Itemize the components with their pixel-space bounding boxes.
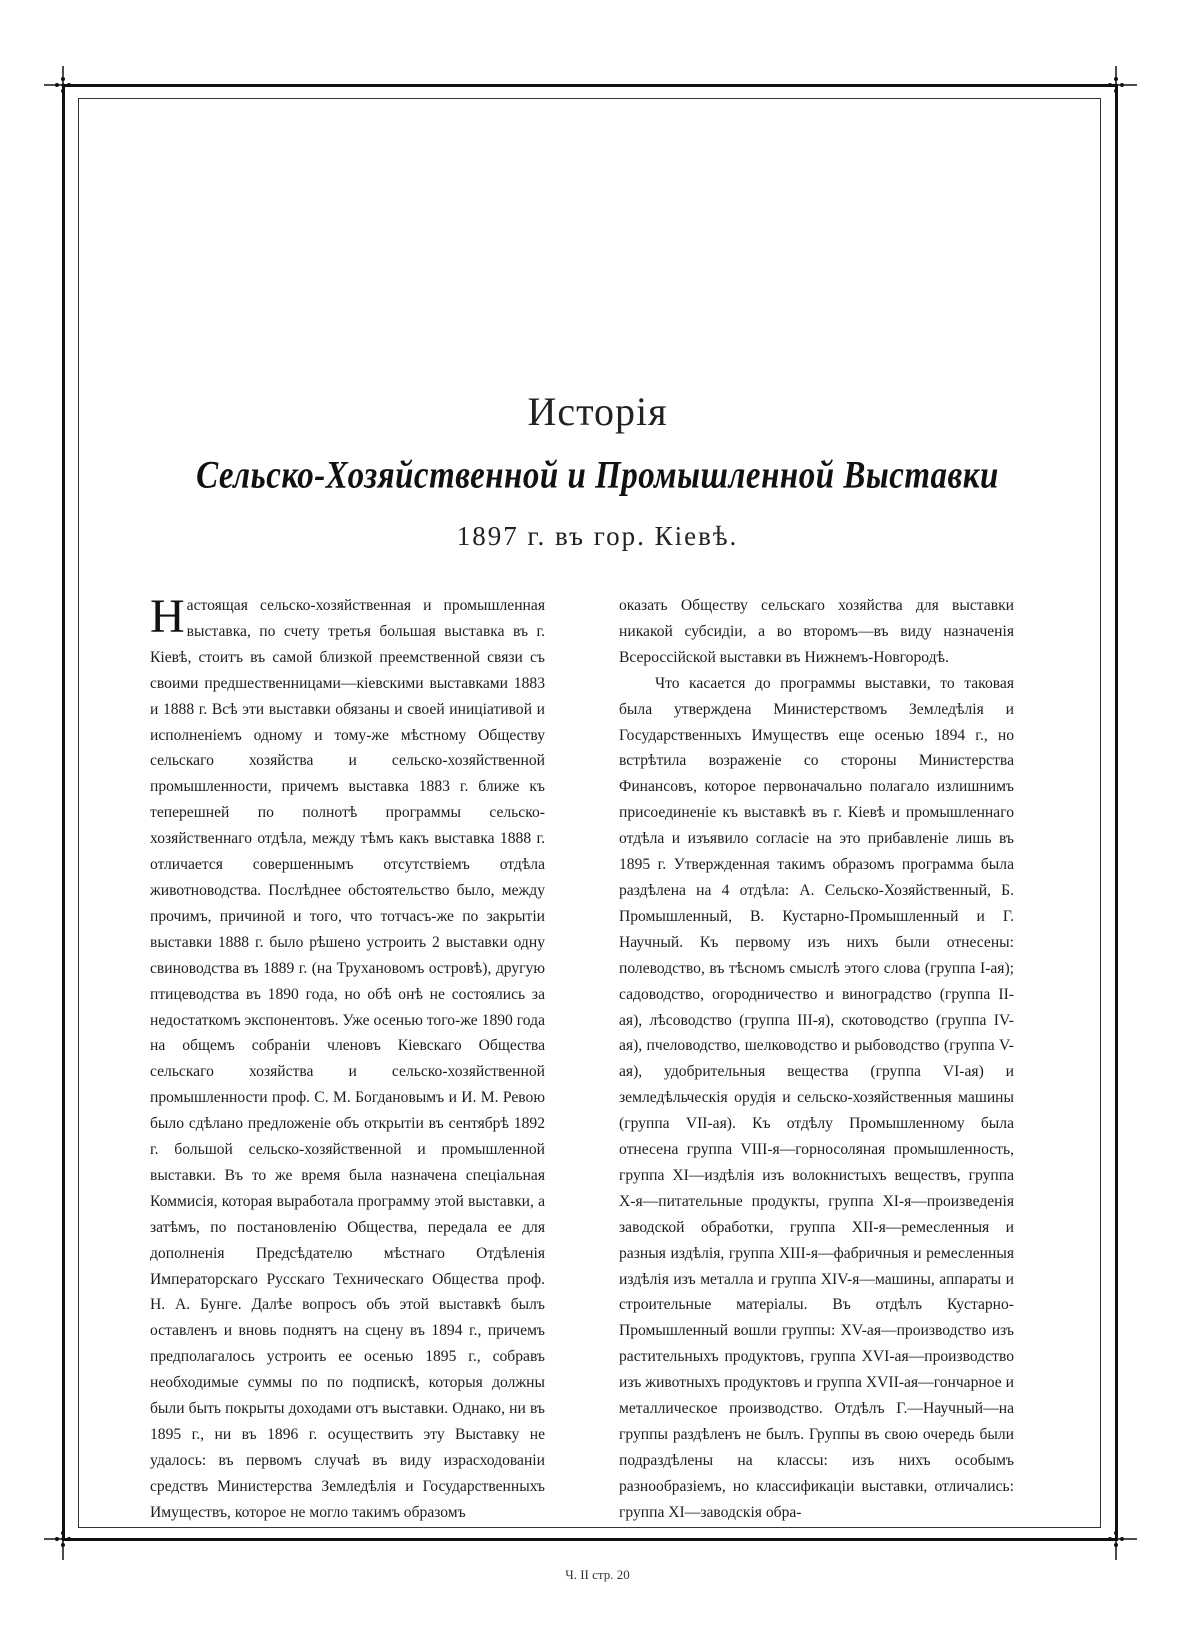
drop-cap: Н	[150, 590, 185, 643]
corner-ornament-icon	[44, 66, 84, 106]
frame-top-inner-rule	[78, 98, 1100, 99]
frame-bottom-inner-rule	[78, 1527, 1100, 1528]
frame-left-inner-rule	[78, 98, 79, 1528]
frame-bottom-rule	[62, 1538, 1118, 1541]
page-title: Исторія	[527, 389, 668, 434]
corner-ornament-icon	[1097, 1520, 1137, 1560]
right-column	[619, 593, 1014, 1526]
paragraph	[150, 590, 545, 1526]
paragraph-text: астоящая сельско-хозяйственная и промышленная выставка, по счету третья большая выставка въ г. Кіевѣ, стоитъ въ самой близкой преемственной связи съ своими предшественницами—кіевскими выставками 1883 и 1888 г. Всѣ эти выставки обязаны и своей иниціативой и исполненіемъ одному и тому-же мѣстному Обществу сельскаго хозяйства и сельско-хозяйственной промышленности, причемъ выставка 1883 г. ближе къ теперешней по полнотѣ программы сельско-хозяйственнаго отдѣла, между тѣмъ какъ выставка 1888 г. отличается совершеннымъ отсутствіемъ отдѣла животноводства. Послѣднее обстоятельство было, между прочимъ, причиной и того, что тотчасъ-же по закрытіи выставки 1888 г. было рѣшено устроить 2 выставки одну свиноводства въ 1889 г. (на Трухановомъ островѣ), другую птицеводства въ 1890 года, но обѣ онѣ не состоялись за недостаткомъ экспонентовъ. Уже осенью того-же 1890 года на общемъ собраніи членовъ Кіевскаго Общества сельскаго хозяйства и сельско-хозяйственной промышленности проф. С. М. Богдановымъ и И. М. Ревою было сдѣлано предложеніе объ открытіи въ сентябрѣ 1892 г. большой сельско-хозяйственной и промышленной выставки. Въ то же время была назначена спеціальная Коммисія, которая выработала программу этой выставки, а затѣмъ, по постановленію Общества, передала ее для дополненія Предсѣдателю мѣстнаго Отдѣленія Императорскаго Русскаго Техническаго Общества проф. Н. А. Бунге. Далѣе вопросъ объ этой выставкѣ былъ оставленъ и вновь поднятъ на сцену въ 1894 г., причемъ предполагалось устроить ее осенью 1895 г., собравъ необходимые суммы по по подпискѣ, которыя должны были быть покрыты доходами отъ выставки. Однако, ни въ 1895 г., ни въ 1896 г. осуществить эту Выставку не удалось: въ первомъ случаѣ въ виду израсходованіи средствъ Министерства Земледѣлія и Государственныхъ Имуществъ, которое не могло такимъ образомъ	[150, 597, 545, 1521]
corner-ornament-icon	[44, 1520, 84, 1560]
paragraph: оказать Обществу сельскаго хозяйства для выставки никакой субсидіи, а во второмъ—въ виду назначенія Всероссійской выставки въ Нижнемъ-Новгородѣ.	[619, 597, 1014, 666]
frame-left-rule	[62, 84, 65, 1541]
frame-right-rule	[1115, 84, 1118, 1541]
left-column	[150, 590, 545, 1526]
frame-top-rule	[62, 84, 1118, 87]
corner-ornament-icon	[1097, 66, 1137, 106]
page-subtitle: Сельско-Хозяйственной и Промышленной Выставки	[196, 454, 999, 498]
page-number: Ч. II стр. 20	[565, 1567, 630, 1582]
date-line: 1897 г. въ гор. Кіевѣ.	[456, 521, 739, 551]
frame-right-inner-rule	[1100, 98, 1101, 1528]
paragraph: Что касается до программы выставки, то таковая была утверждена Министерствомъ Земледѣлія и Государственныхъ Имуществъ еще осенью 1894 г., но встрѣтила возраженіе со стороны Министерства Финансовъ, которое первоначально полагало излишнимъ присоединеніе къ выставкѣ въ г. Кіевѣ и промышленнаго отдѣла и изъявило согласіе на это прибавленіе лишь въ 1895 г. Утвержденная такимъ образомъ программа была раздѣлена на 4 отдѣла: А. Сельско-Хозяйственный, Б. Промышленный, В. Кустарно-Промышленный и Г. Научный. Къ первому изъ нихъ были отнесены: полеводство, въ тѣсномъ смыслѣ этого слова (группа I-ая); садоводство, огородничество и виноградство (группа II-ая), лѣсоводство (группа III-я), скотоводство (группа IV-ая), пчеловодство, шелководство и рыбоводство (группа V-ая), удобрительныя вещества (группа VI-ая) и земледѣльческія орудія и сельско-хозяйственныя машины (группа VII-ая). Къ отдѣлу Промышленному была отнесена группа VIII-я—горносоляная промышленность, группа XI—издѣлія изъ волокнистыхъ веществъ, группа X-я—питательные продукты, группа XI-я—произведенія заводской обработки, группа XII-я—ремесленныя и разныя издѣлія, группа XIII-я—фабричныя и ремесленныя издѣлія изъ металла и группа XIV-я—машины, аппараты и строительные матеріалы. Въ отдѣлъ Кустарно-Промышленный вошли группы: XV-ая—производство изъ растительныхъ продуктовъ, группа XVI-ая—производство изъ животныхъ продуктовъ и группа XVII-ая—гончарное и металлическое производство. Отдѣлъ Г.—Научный—на группы раздѣленъ не былъ. Группы въ свою очередь были подраздѣлены на классы: изъ нихъ особымъ разнообразіемъ, но классификаціи выставки, отличались: группа XI—заводскія обра-	[619, 674, 1014, 1521]
